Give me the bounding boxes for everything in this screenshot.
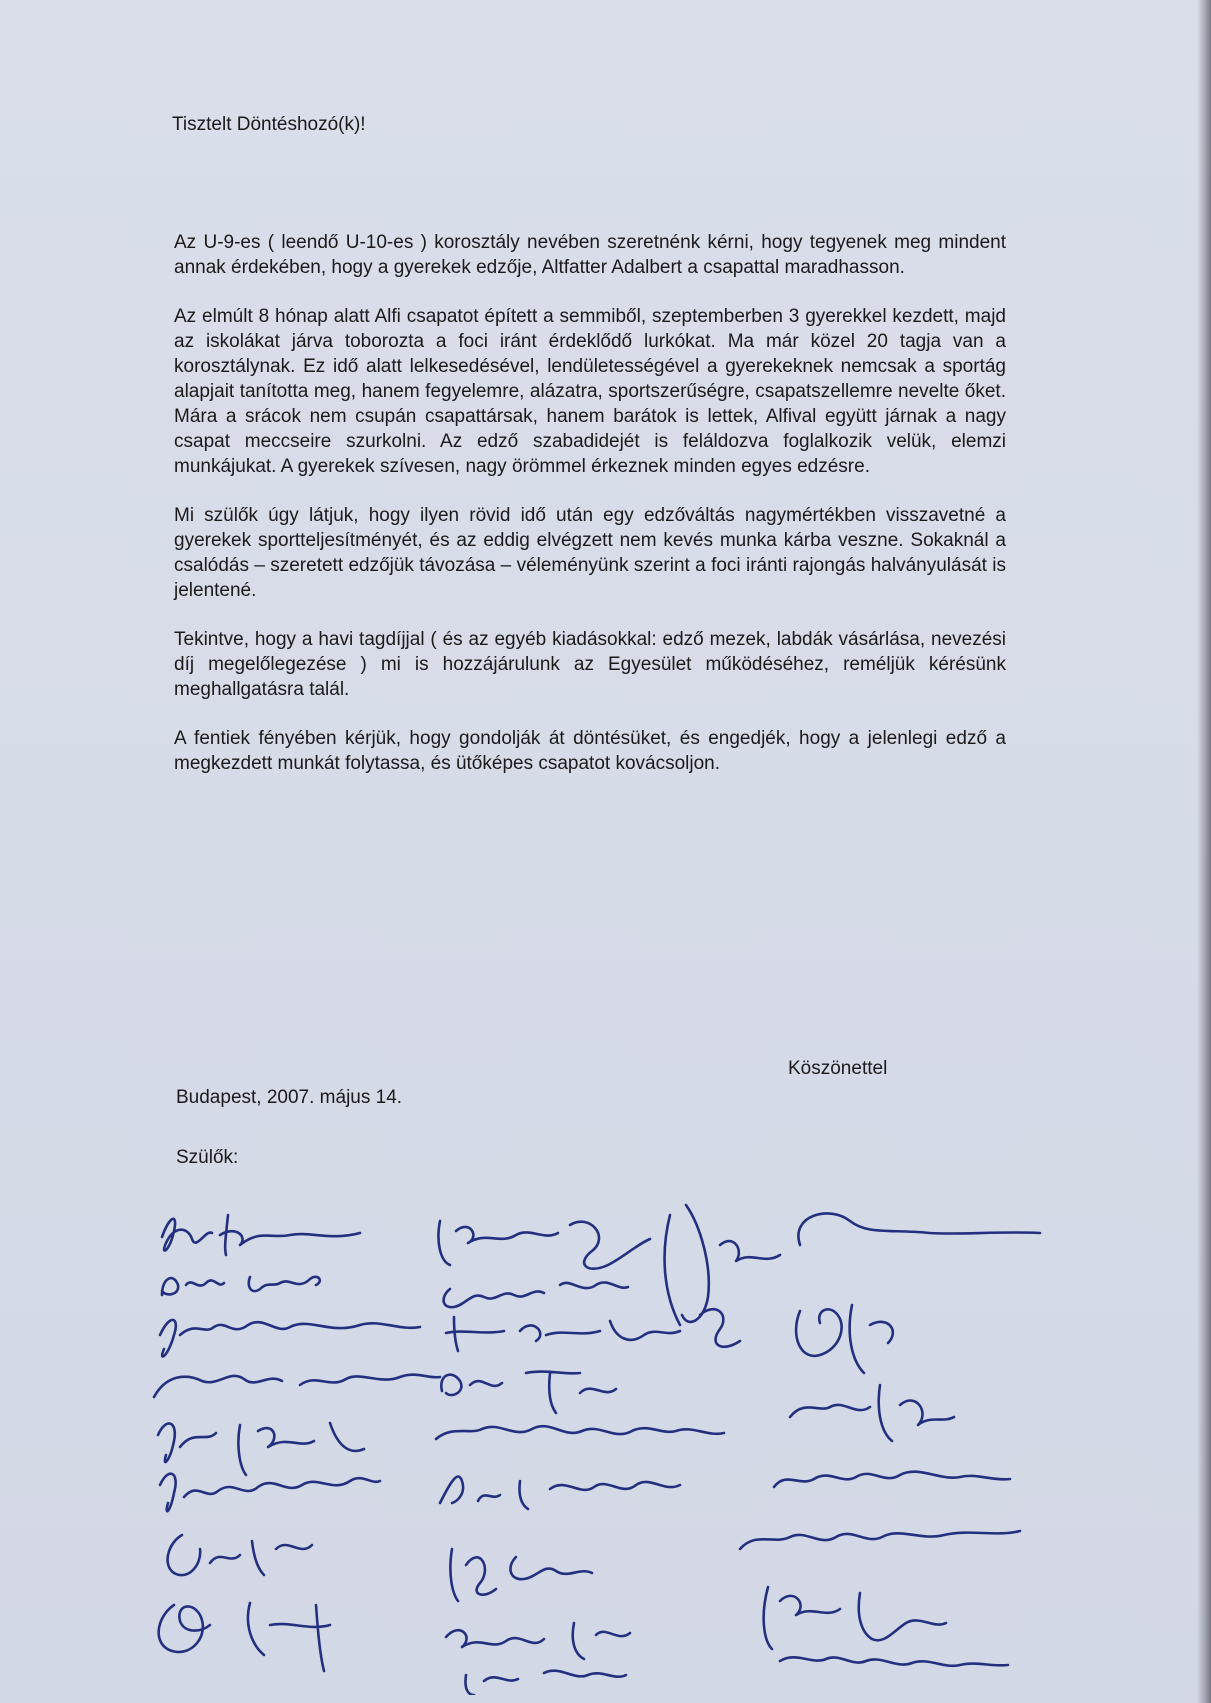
- paragraph-request: Az U-9-es ( leendő U-10-es ) korosztály nevében szeretnénk kérni, hogy tegyenek meg mindent annak érdekében, hogy a gyerekek edzője, Altfatter Adalbert a csapattal maradhasson.: [174, 232, 1006, 278]
- signatories-label: Szülők:: [176, 1147, 239, 1168]
- signatures-block: [140, 1185, 1100, 1695]
- scan-edge-shadow: [1197, 0, 1211, 1703]
- paragraph-conclusion: A fentiek fényében kérjük, hogy gondolják át döntésüket, és engedjék, hogy a jelenlegi edző a megkezdett munkát folytassa, és ütőképes csapatot kovácsoljon.: [174, 728, 1006, 774]
- signature: [764, 1587, 946, 1649]
- signature: [446, 1317, 680, 1351]
- signature: [436, 1426, 724, 1439]
- signature: [780, 1657, 1008, 1666]
- signature: [774, 1472, 1010, 1487]
- letter-greeting: Tisztelt Döntéshozó(k)!: [172, 114, 366, 135]
- signature: [790, 1385, 954, 1441]
- signature: [450, 1549, 592, 1601]
- signature: [440, 1477, 680, 1509]
- letter-body: [174, 230, 1006, 800]
- signature: [162, 1277, 320, 1295]
- paragraph-achievements: Az elmúlt 8 hónap alatt Alfi csapatot épített a semmiből, szeptemberben 3 gyerekkel kezdett, majd az iskolákat járva toborozta a foci iránt érdeklődő lurkókat. Ma már közel 20 tagja van a korosztálynak. Ez idő alatt lelkesedésével, lendületességével a gyerekeknek nemcsak a sportág alapjait tanította meg, hanem fegyelemre, alázatra, sportszerűségre, csapatszellemre nevelte őket. Mára a srácok nem csupán csapattársak, hanem barátok is lettek, Alfival együtt járnak a nagy csapat meccseire szurkolni. Az edző szabadidejét is feláldozva foglalkozik velük, elemzi munkájukat. A gyerekek szívesen, nagy örömmel érkeznek minden egyes edzésre.: [174, 306, 1006, 477]
- signature: [162, 1215, 360, 1255]
- signature: [154, 1375, 440, 1397]
- signature: [159, 1603, 330, 1671]
- signature: [158, 1423, 364, 1475]
- signature: [796, 1305, 893, 1373]
- signature: [160, 1474, 380, 1512]
- signature: [465, 1671, 626, 1695]
- signature: [160, 1320, 420, 1357]
- place-and-date: Budapest, 2007. május 14.: [176, 1087, 403, 1108]
- signature: [438, 1221, 650, 1269]
- signature: [798, 1213, 1040, 1245]
- paragraph-contribution: Tekintve, hogy a havi tagdíjjal ( és az egyéb kiadásokkal: edző mezek, labdák vásárlása, nevezési díj megelőlegezése ) mi is hozzájárulunk az Egyesület működéséhez, reméljük kérésünk meghallgatásra talál.: [174, 629, 1006, 700]
- paragraph-concern: Mi szülők úgy látjuk, hogy ilyen rövid idő után egy edzőváltás nagymértékben visszavetné a gyerekek sportteljesítményét, és az eddig elvégzett nem kevés munka kárba veszne. Sokaknál a csalódás – szeretett edzőjük távozása – véleményünk szerint a foci iránti rajongás halványulását is jelentené.: [174, 505, 1006, 601]
- signature: [700, 1309, 740, 1347]
- signature: [441, 1372, 616, 1413]
- signature: [665, 1205, 780, 1325]
- signature: [740, 1531, 1020, 1549]
- signature: [168, 1535, 312, 1575]
- letter-closing: Köszönettel: [788, 1058, 888, 1079]
- signature: [444, 1282, 628, 1307]
- signature: [446, 1623, 630, 1659]
- handwritten-signatures: [140, 1185, 1100, 1695]
